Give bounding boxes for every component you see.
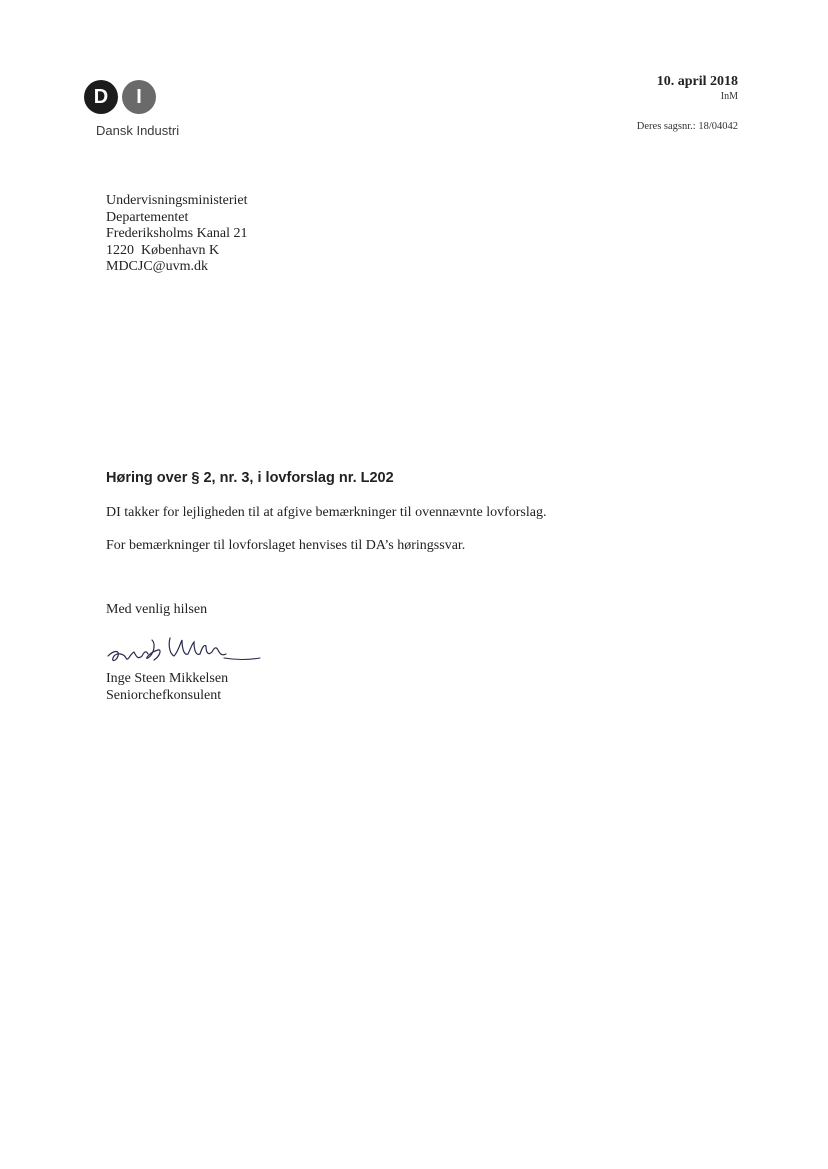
logo-circles <box>84 80 194 114</box>
logo-letter-i: I <box>122 80 156 114</box>
case-reference: Deres sagsnr.: 18/04042 <box>636 121 738 132</box>
recipient-address <box>106 193 248 276</box>
signer-title: Seniorchefkonsulent <box>106 687 222 703</box>
body-paragraph: For bemærkninger til lovforslaget henvises til DA’s høringssvar. <box>106 538 466 553</box>
address-line: Undervisningsministeriet <box>106 193 248 208</box>
address-line: Departementet <box>106 209 189 225</box>
letter-subject: Høring over § 2, nr. 3, i lovforslag nr. L202 <box>106 470 394 486</box>
handwritten-signature <box>104 630 264 670</box>
address-line: Frederiksholms Kanal 21 <box>106 226 248 241</box>
address-email: MDCJC@uvm.dk <box>106 259 208 274</box>
body-paragraph: DI takker for lejligheden til at afgive bemærkninger til ovennævnte lovforslag. <box>106 505 547 520</box>
logo-company-name: Dansk Industri <box>96 123 180 138</box>
address-line: 1220 København K <box>106 242 220 258</box>
logo-letter-d: D <box>84 80 118 114</box>
author-initials: InM <box>720 91 738 102</box>
di-logo <box>84 80 194 138</box>
letter-date: 10. april 2018 <box>656 74 738 89</box>
closing-greeting: Med venlig hilsen <box>106 602 208 617</box>
signer-block <box>106 671 228 704</box>
letter-meta <box>657 74 738 102</box>
signer-name: Inge Steen Mikkelsen <box>106 671 229 686</box>
